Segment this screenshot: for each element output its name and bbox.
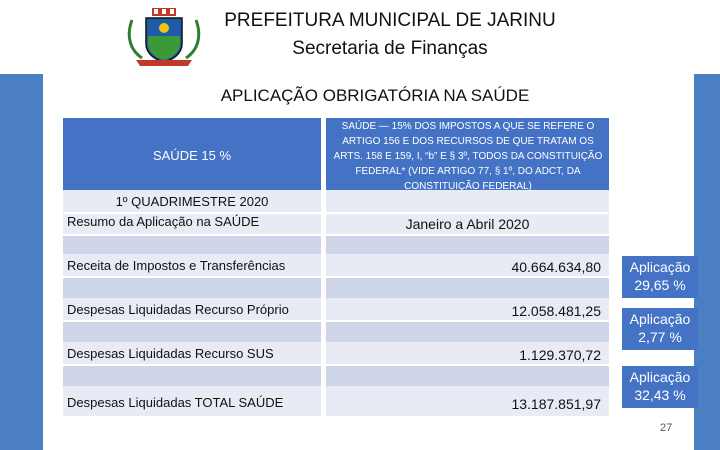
row-value-recurso-proprio: 12.058.481,25: [511, 303, 601, 319]
row-value-receita: 40.664.634,80: [511, 259, 601, 275]
page-title: APLICAÇÃO OBRIGATÓRIA NA SAÚDE: [220, 86, 530, 105]
row-divider: [63, 234, 609, 236]
row-divider: [63, 320, 609, 322]
resumo-label: Resumo da Aplicação na SAÚDE: [67, 214, 260, 229]
badge-label: Aplicação: [629, 259, 691, 275]
period-label: Janeiro a Abril 2020: [405, 216, 530, 232]
badge-label: Aplicação: [629, 311, 691, 327]
row-value-total: 13.187.851,97: [511, 396, 601, 412]
data-table: [63, 118, 609, 416]
table-header-left: [63, 118, 321, 190]
badge-value: 2,77 %: [638, 329, 682, 345]
badge-value: 29,65 %: [634, 277, 686, 293]
left-decorative-bar: [0, 74, 43, 450]
header-left-label: SAÚDE 15 %: [152, 148, 232, 163]
aplicacao-badge: [622, 256, 698, 298]
aplicacao-badge: [622, 366, 698, 408]
header-subtitle: Secretaria de Finanças: [292, 38, 488, 59]
column-divider: [321, 118, 326, 416]
badge-label: Aplicação: [629, 369, 691, 385]
row-divider: [63, 276, 609, 278]
header-title: PREFEITURA MUNICIPAL DE JARINU: [224, 10, 556, 31]
row-label-recurso-sus: Despesas Liquidadas Recurso SUS: [67, 346, 274, 361]
quadrimestre-label: 1º QUADRIMESTRE 2020: [115, 194, 269, 209]
row-label-receita: Receita de Impostos e Transferências: [67, 258, 286, 273]
row-label-total: Despesas Liquidadas TOTAL SAÚDE: [67, 395, 284, 410]
row-label-recurso-proprio: Despesas Liquidadas Recurso Próprio: [67, 302, 289, 317]
row-value-recurso-sus: 1.129.370,72: [519, 347, 601, 363]
page-number: 27: [660, 422, 673, 434]
row-divider: [63, 364, 609, 366]
legal-text: SAÚDE — 15% DOS IMPOSTOS A QUE SE REFERE O ARTIGO 156 E DOS RECURSOS DE QUE TRATAM OS ARTS. 158 E 159, I, “b” E § 3º, TODOS DA CONSTITUIÇÃO FEDERAL* (VIDE ARTIGO 77, § 1º, DO ADCT, DA CONSTITUIÇÃO FEDERAL): [333, 121, 603, 192]
aplicacao-badge: [622, 308, 698, 350]
badge-value: 32,43 %: [634, 387, 686, 403]
